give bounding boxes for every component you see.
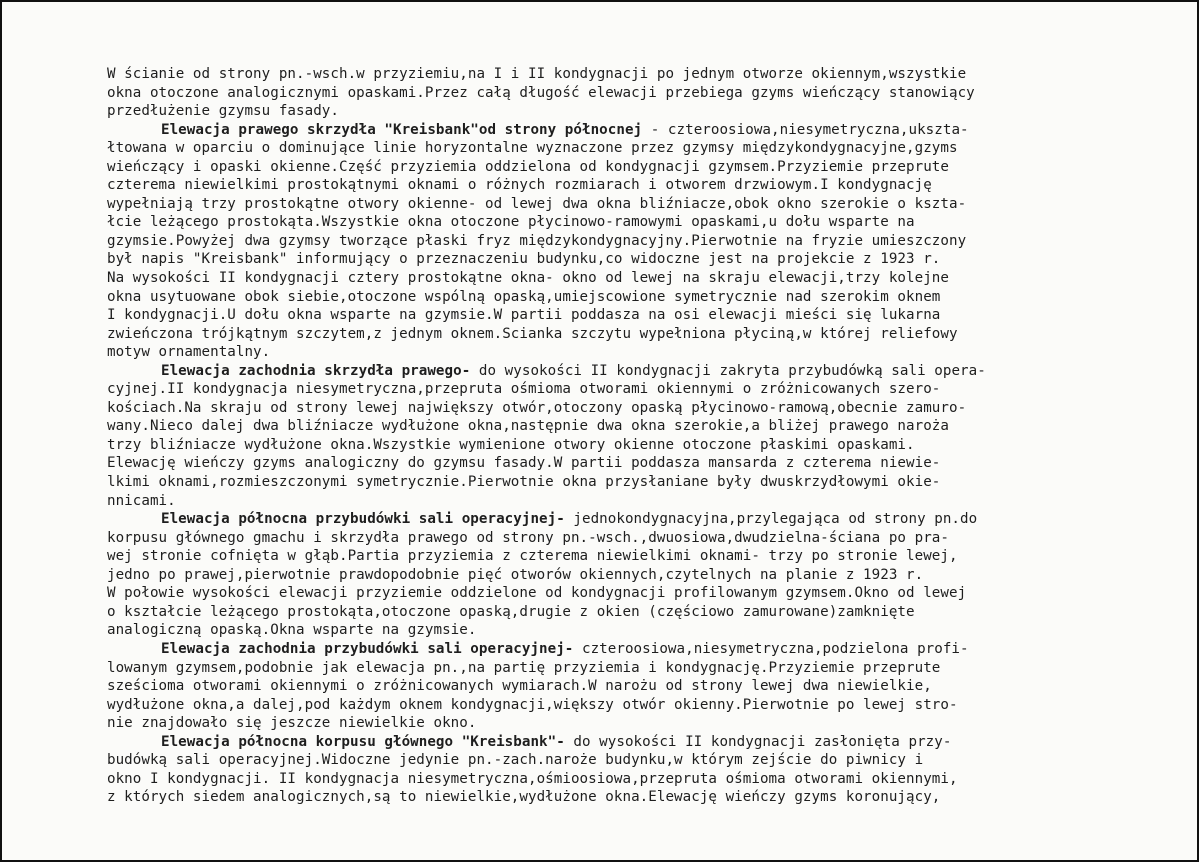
text-segment: wany.Nieco dalej dwa bliźniacze wydłużone okna,następnie dwa okna szerokie,a bliżej prawego naroża	[107, 418, 949, 435]
text-segment: był napis "Kreisbank" informujący o przeznaczeniu budynku,co widoczne jest na projekcie z 1923 r.	[107, 251, 941, 268]
text-segment: wieńczący i opaski okienne.Część przyziemia oddzielona od kondygnacji gzymsem.Przyziemie przeprute	[107, 158, 949, 175]
text-segment: do wysokości II kondygnacji zakryta przybudówką sali opera-	[470, 362, 986, 379]
text-line	[107, 770, 1167, 789]
text-segment: I kondygnacji.U dołu okna wsparte na gzymsie.W partii poddasza na osi elewacji mieści się lukarna	[107, 307, 941, 324]
text-line	[107, 288, 1167, 307]
text-line	[107, 121, 1167, 140]
text-line	[107, 213, 1167, 232]
text-line	[107, 566, 1167, 585]
text-line	[107, 102, 1167, 121]
text-line	[107, 529, 1167, 548]
text-segment: Elewację wieńczy gzyms analogiczny do gzymsu fasady.W partii poddasza mansarda z czterema niewie-	[107, 455, 941, 472]
text-line	[107, 454, 1167, 473]
text-line	[107, 696, 1167, 715]
text-segment: łcie leżącego prostokąta.Wszystkie okna otoczone płycinowo-ramowymi opaskami,u dołu wsparte na	[107, 214, 915, 231]
text-line	[107, 621, 1167, 640]
text-line	[107, 547, 1167, 566]
text-line	[107, 640, 1167, 659]
section-heading: Elewacja północna przybudówki sali operacyjnej-	[161, 511, 565, 528]
text-segment: trzy bliźniacze wydłużone okna.Wszystkie wymienione otwory okienne otoczone płaskimi opaskami.	[107, 436, 915, 453]
text-segment: W połowie wysokości elewacji przyziemie oddzielone od kondygnacji profilowanym gzymsem.Okno od lewej	[107, 585, 967, 602]
text-segment: okna usytuowane obok siebie,otoczone wspólną opaską,umiejscowione symetrycznie nad szerokim oknem	[107, 288, 941, 305]
section-heading: Elewacja prawego skrzydła "Kreisbank"od strony północnej	[161, 121, 643, 138]
text-segment: budówką sali operacyjnej.Widoczne jedynie pn.-zach.naroże budynku,w którym zejście do piwnicy i	[107, 752, 924, 769]
text-line	[107, 65, 1167, 84]
text-line	[107, 176, 1167, 195]
typed-document-page	[107, 65, 1167, 807]
section-heading: Elewacja zachodnia przybudówki sali operacyjnej-	[161, 640, 574, 657]
text-segment: cyjnej.II kondygnacja niesymetryczna,przepruta ośmioma otworami okiennymi o zróżnicowanych szero-	[107, 381, 941, 398]
text-segment: - czteroosiowa,niesymetryczna,ukszta-	[642, 121, 969, 138]
text-line	[107, 436, 1167, 455]
text-segment: przedłużenie gzymsu fasady.	[107, 103, 339, 120]
text-line	[107, 473, 1167, 492]
text-line	[107, 677, 1167, 696]
text-segment: okno I kondygnacji. II kondygnacja niesymetryczna,ośmioosiowa,przepruta ośmioma otworami okiennymi,	[107, 770, 958, 787]
text-segment: W ścianie od strony pn.-wsch.w przyziemiu,na I i II kondygnacji po jednym otworze okiennym,wszystkie	[107, 66, 967, 82]
text-line	[107, 659, 1167, 678]
text-segment: zwieńczona trójkątnym szczytem,z jednym oknem.Scianka szczytu wypełniona płyciną,w której reliefowy	[107, 325, 958, 342]
text-segment: z których siedem analogicznych,są to niewielkie,wydłużone okna.Elewację wieńczy gzyms koronujący,	[107, 789, 941, 806]
text-line	[107, 584, 1167, 603]
text-line	[107, 510, 1167, 529]
text-line	[107, 362, 1167, 381]
text-segment: nnicami.	[107, 492, 176, 509]
text-line	[107, 714, 1167, 733]
text-segment: czterema niewielkimi prostokątnymi oknami o różnych rozmiarach i otworem drzwiowym.I kondygnację	[107, 177, 932, 194]
text-line	[107, 195, 1167, 214]
text-segment: wypełniają trzy prostokątne otwory okienne- od lewej dwa okna bliźniacze,obok okno szerokie o kszta-	[107, 195, 967, 212]
text-segment: jedno po prawej,pierwotnie prawdopodobnie pięć otworów okiennych,czytelnych na planie z 1923 r.	[107, 566, 924, 583]
text-segment: lowanym gzymsem,podobnie jak elewacja pn.,na partię przyziemia i kondygnację.Przyziemie przeprute	[107, 659, 941, 676]
text-segment: jednokondygnacyjna,przylegająca od strony pn.do	[564, 511, 978, 528]
text-segment: analogiczną opaską.Okna wsparte na gzymsie.	[107, 622, 477, 639]
text-segment: Na wysokości II kondygnacji cztery prostokątne okna- okno od lewej na skraju elewacji,trzy kolejne	[107, 270, 949, 287]
text-segment: czteroosiowa,niesymetryczna,podzielona profi-	[573, 640, 969, 657]
text-line	[107, 788, 1167, 807]
text-line	[107, 269, 1167, 288]
text-segment: o kształcie leżącego prostokąta,otoczone opaską,drugie z okien (częściowo zamurowane)zamknięte	[107, 603, 915, 620]
text-line	[107, 399, 1167, 418]
text-segment: nie znajdowało się jeszcze niewielkie okno.	[107, 715, 477, 732]
text-line	[107, 603, 1167, 622]
text-line	[107, 492, 1167, 511]
text-line	[107, 325, 1167, 344]
text-segment: kościach.Na skraju od strony lewej największy otwór,otoczony opaską płycinowo-ramową,obecnie zamuro-	[107, 399, 967, 416]
text-segment: do wysokości II kondygnacji zasłonięta przy-	[564, 733, 952, 750]
text-line	[107, 380, 1167, 399]
text-line	[107, 751, 1167, 770]
text-line	[107, 250, 1167, 269]
text-line	[107, 343, 1167, 362]
text-line	[107, 733, 1167, 752]
text-segment: korpusu głównego gmachu i skrzydła prawego od strony pn.-wsch.,dwuosiowa,dwudzielna-ściana po pra-	[107, 529, 949, 546]
text-segment: gzymsie.Powyżej dwa gzymsy tworzące płaski fryz międzykondygnacyjny.Pierwotnie na fryzie umieszczony	[107, 232, 967, 249]
text-line	[107, 306, 1167, 325]
text-line	[107, 417, 1167, 436]
text-line	[107, 139, 1167, 158]
text-segment: łtowana w oparciu o dominujące linie horyzontalne wyznaczone przez gzymsy międzykondygnacyjne,gzyms	[107, 140, 958, 157]
section-heading: Elewacja północna korpusu głównego "Kreisbank"-	[161, 733, 565, 750]
text-line	[107, 232, 1167, 251]
section-heading: Elewacja zachodnia skrzydła prawego-	[161, 362, 471, 379]
text-segment: motyw ornamentalny.	[107, 344, 271, 361]
text-segment: lkimi oknami,rozmieszczonymi symetrycznie.Pierwotnie okna przysłaniane były dwuskrzydłowymi okie-	[107, 474, 941, 491]
text-segment: sześcioma otworami okiennymi o zróżnicowanych wymiarach.W narożu od strony lewej dwa niewielkie,	[107, 678, 932, 695]
text-segment: wej stronie cofnięta w głąb.Partia przyziemia z czterema niewielkimi oknami- trzy po stronie lewej,	[107, 548, 958, 565]
text-line	[107, 158, 1167, 177]
text-segment: okna otoczone analogicznymi opaskami.Przez całą długość elewacji przebiega gzyms wieńczący stanowiący	[107, 84, 975, 101]
text-line	[107, 84, 1167, 103]
text-segment: wydłużone okna,a dalej,pod każdym oknem kondygnacji,większy otwór okienny.Pierwotnie po lewej stro-	[107, 696, 958, 713]
